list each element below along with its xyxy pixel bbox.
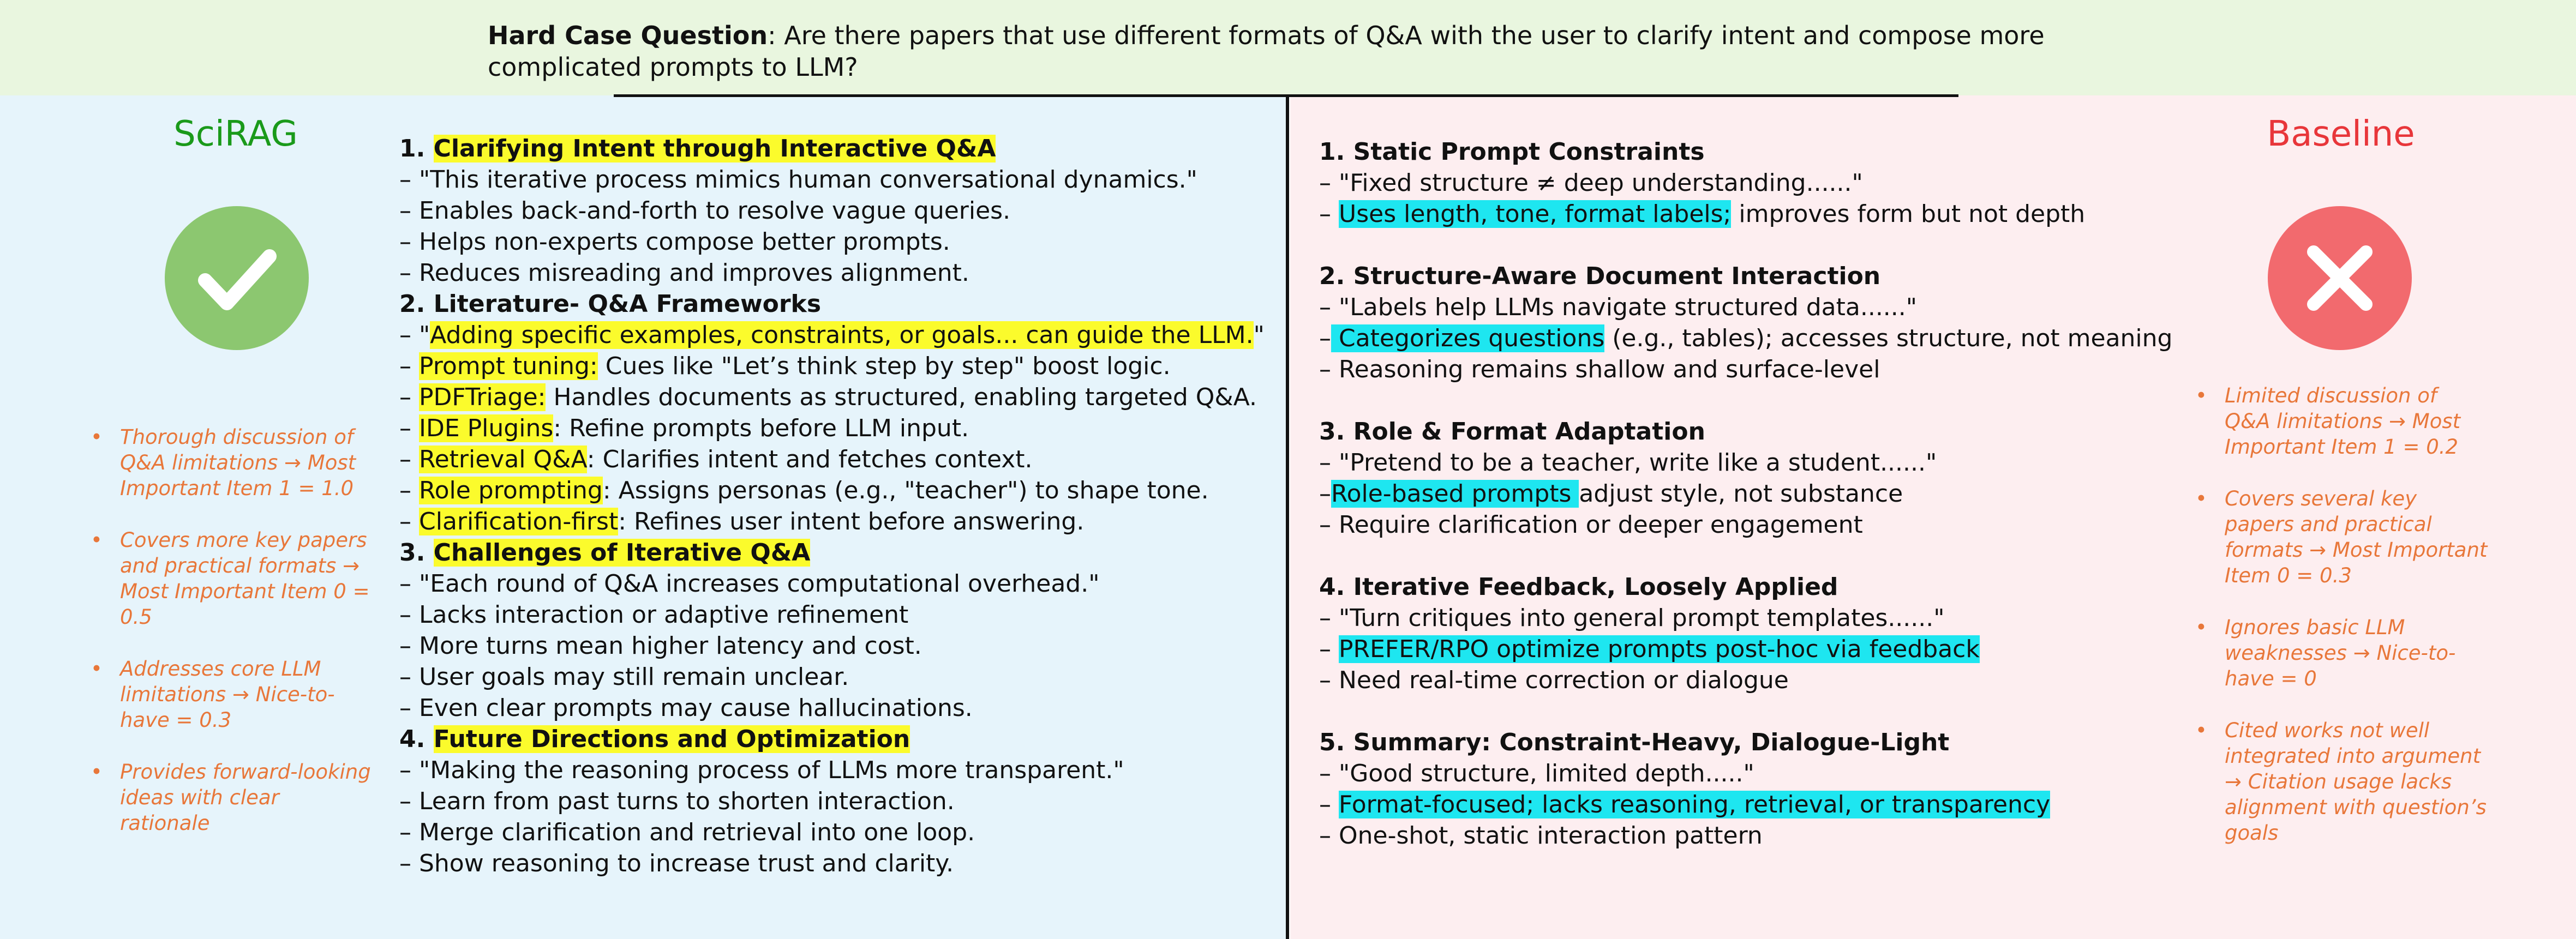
evaluation-note [2193,718,2488,846]
line-text: : Clarifies intent and fetches context. [586,446,1033,473]
bullet-line [1319,167,2172,198]
section-heading-text: 1. Static Prompt Constraints [1319,138,1705,166]
line-text: – One-shot, static interaction pattern [1319,822,1763,850]
bullet-line [399,444,1265,475]
bullet-line [399,599,1265,630]
bullet-dot-icon: • [91,657,103,681]
evaluation-note [88,424,372,501]
line-text: – User goals may still remain unclear. [399,663,849,691]
bullet-line [399,817,1265,848]
bullet-line [399,693,1265,724]
bullet-line [1319,789,2172,820]
line-text: (e.g., tables); accesses structure, not meaning [1604,324,2173,352]
check-icon [165,206,309,350]
line-text: – [1319,200,1339,228]
line-text: – Lacks interaction or adaptive refinement [399,601,909,629]
section-heading [1319,136,2172,167]
baseline-title: Baseline [2267,114,2415,154]
line-text: – [399,414,419,442]
evaluation-note-text: Cited works not well integrated into argument → Citation usage lacks alignment with question’s goals [2225,719,2487,845]
panel-divider [1286,95,1289,939]
evaluation-note-text: Limited discussion of Q&A limitations → Most Important Item 1 = 0.2 [2225,384,2461,459]
spacer [1319,696,2172,727]
highlighted-text: PDFTriage: [419,383,546,411]
section-heading [1319,571,2172,603]
bullet-line [1319,354,2172,385]
bullet-line [399,382,1265,413]
spacer [1319,385,2172,416]
section-heading [399,537,1265,568]
line-text: " [1253,321,1265,349]
bullet-line [1319,634,2172,665]
bullet-line [1319,478,2172,509]
bullet-dot-icon: • [91,528,103,552]
bullet-line [399,568,1265,599]
line-text: – More turns mean higher latency and cost. [399,632,922,660]
evaluation-note [88,656,372,733]
bullet-line [399,475,1265,506]
section-heading [1319,261,2172,292]
section-heading [399,724,1265,755]
section-heading [1319,727,2172,758]
line-text: – [399,508,419,535]
line-text: – " [399,321,430,349]
line-text: – [399,352,419,380]
section-heading [399,288,1265,320]
bullet-dot-icon: • [2195,384,2207,407]
evaluation-note-text: Provides forward-looking ideas with clear rationale [120,760,371,835]
bullet-line [399,195,1265,226]
line-text: adjust style, not substance [1579,480,1903,508]
bullet-line [399,661,1265,693]
line-text: – "Fixed structure ≠ deep understanding......" [1319,169,1863,197]
line-text: : Refine prompts before LLM input. [553,414,969,442]
bullet-dot-icon: • [2195,719,2207,742]
evaluation-note-text: Thorough discussion of Q&A limitations → Most Important Item 1 = 1.0 [120,425,356,500]
line-text: – "This iterative process mimics human conversational dynamics." [399,166,1197,194]
evaluation-note [88,527,372,630]
bullet-line [1319,758,2172,789]
bullet-line [399,351,1265,382]
highlighted-text: Categorizes questions [1331,324,1605,352]
highlighted-text: Prompt tuning: [419,352,598,380]
bullet-line [399,320,1265,351]
bullet-line [1319,198,2172,230]
section-heading-text: 4. Iterative Feedback, Loosely Applied [1319,573,1838,601]
bullet-line [399,506,1265,537]
bullet-dot-icon: • [91,760,103,784]
line-text: – [399,383,419,411]
bullet-line [399,226,1265,257]
bullet-line [399,786,1265,817]
bullet-line [1319,509,2172,540]
baseline-answer [1319,136,2172,851]
highlighted-text: Role prompting [419,477,603,504]
section-number: 4. [399,725,434,753]
line-text: – Helps non-experts compose better prompts. [399,228,950,256]
bullet-line [399,755,1265,786]
line-text: – [1319,791,1339,818]
bullet-dot-icon: • [2195,487,2207,510]
line-text: – Even clear prompts may cause hallucinations. [399,694,973,722]
bullet-line [1319,292,2172,323]
line-text: Cues like "Let’s think step by step" boost logic. [597,352,1171,380]
line-text: : Assigns personas (e.g., "teacher") to shape tone. [602,477,1209,504]
evaluation-note [88,759,372,836]
line-text: – "Making the reasoning process of LLMs more transparent." [399,756,1124,784]
evaluation-note [2193,486,2488,588]
bullet-line [399,848,1265,879]
evaluation-note-text: Covers more key papers and practical formats → Most Important Item 0 = 0.5 [120,528,370,629]
evaluation-note-text: Addresses core LLM limitations → Nice-to-have = 0.3 [120,657,335,732]
bullet-line [1319,665,2172,696]
evaluation-note [2193,615,2488,691]
highlighted-text: Clarifying Intent through Interactive Q&A [433,135,996,162]
highlighted-text: Future Directions and Optimization [433,725,910,753]
section-number: 1. [399,135,434,162]
highlighted-text: Uses length, tone, format labels; [1339,200,1732,228]
line-text: – [1319,635,1339,663]
line-text: – Learn from past turns to shorten interaction. [399,787,955,815]
hard-case-question [488,20,2179,83]
scirag-title: SciRAG [173,114,298,154]
line-text: Handles documents as structured, enabling targeted Q&A. [546,383,1257,411]
cross-icon [2268,206,2412,350]
line-text: – "Turn critiques into general prompt templates......" [1319,604,1945,632]
bullet-line [399,413,1265,444]
line-text: – Require clarification or deeper engagement [1319,511,1863,539]
spacer [1319,540,2172,571]
bullet-dot-icon: • [2195,616,2207,639]
bullet-line [399,257,1265,288]
line-text: – "Good structure, limited depth....." [1319,760,1754,787]
bullet-dot-icon: • [91,425,103,449]
section-heading-text: 5. Summary: Constraint-Heavy, Dialogue-Light [1319,729,1950,756]
line-text: – "Each round of Q&A increases computational overhead." [399,570,1100,598]
line-text: – Enables back-and-forth to resolve vague queries. [399,197,1011,225]
line-text: – Reasoning remains shallow and surface-level [1319,356,1880,383]
bullet-line [1319,820,2172,851]
evaluation-note [2193,383,2488,460]
section-heading-text: 2. Literature- Q&A Frameworks [399,290,822,318]
line-text: – Merge clarification and retrieval into one loop. [399,818,975,846]
bullet-line [1319,603,2172,634]
section-heading [1319,416,2172,447]
line-text: – [399,477,419,504]
highlighted-text: Clarification-first [419,508,619,535]
question-text: : Are there papers that use different formats of Q&A with the user to clarify intent and compose more complicated prompts to LLM? [488,21,2045,82]
line-text: – Need real-time correction or dialogue [1319,666,1789,694]
bullet-line [399,164,1265,195]
evaluation-note-text: Covers several key papers and practical formats → Most Important Item 0 = 0.3 [2225,487,2488,587]
line-text: – "Labels help LLMs navigate structured data......" [1319,293,1918,321]
section-heading [399,133,1265,164]
baseline-notes [2193,383,2488,872]
highlighted-text: Adding specific examples, constraints, or goals... can guide the LLM. [430,321,1254,349]
line-text: improves form but not depth [1731,200,2086,228]
evaluation-note-text: Ignores basic LLM weaknesses → Nice-to-have = 0 [2225,616,2456,690]
highlighted-text: IDE Plugins [419,414,554,442]
line-text: – Reduces misreading and improves alignment. [399,259,969,287]
question-label: Hard Case Question [488,21,768,50]
bullet-line [399,630,1265,661]
line-text: – Show reasoning to increase trust and clarity. [399,850,954,877]
highlighted-text: Format-focused; lacks reasoning, retrieval, or transparency [1339,791,2051,818]
scirag-notes [88,424,372,862]
section-heading-text: 3. Role & Format Adaptation [1319,418,1705,446]
section-number: 3. [399,539,434,567]
highlighted-text: PREFER/RPO optimize prompts post-hoc via feedback [1339,635,1980,663]
section-heading-text: 2. Structure-Aware Document Interaction [1319,262,1881,290]
question-header [0,0,2576,95]
line-text: – [399,446,419,473]
scirag-answer [399,133,1265,879]
line-text: : Refines user intent before answering. [618,508,1085,535]
line-text: – [1319,324,1331,352]
line-text: – [1319,480,1331,508]
bullet-line [1319,323,2172,354]
highlighted-text: Role-based prompts [1331,480,1579,508]
highlighted-text: Retrieval Q&A [419,446,587,473]
highlighted-text: Challenges of Iterative Q&A [433,539,811,567]
spacer [1319,230,2172,261]
bullet-line [1319,447,2172,478]
line-text: – "Pretend to be a teacher, write like a student......" [1319,449,1937,477]
